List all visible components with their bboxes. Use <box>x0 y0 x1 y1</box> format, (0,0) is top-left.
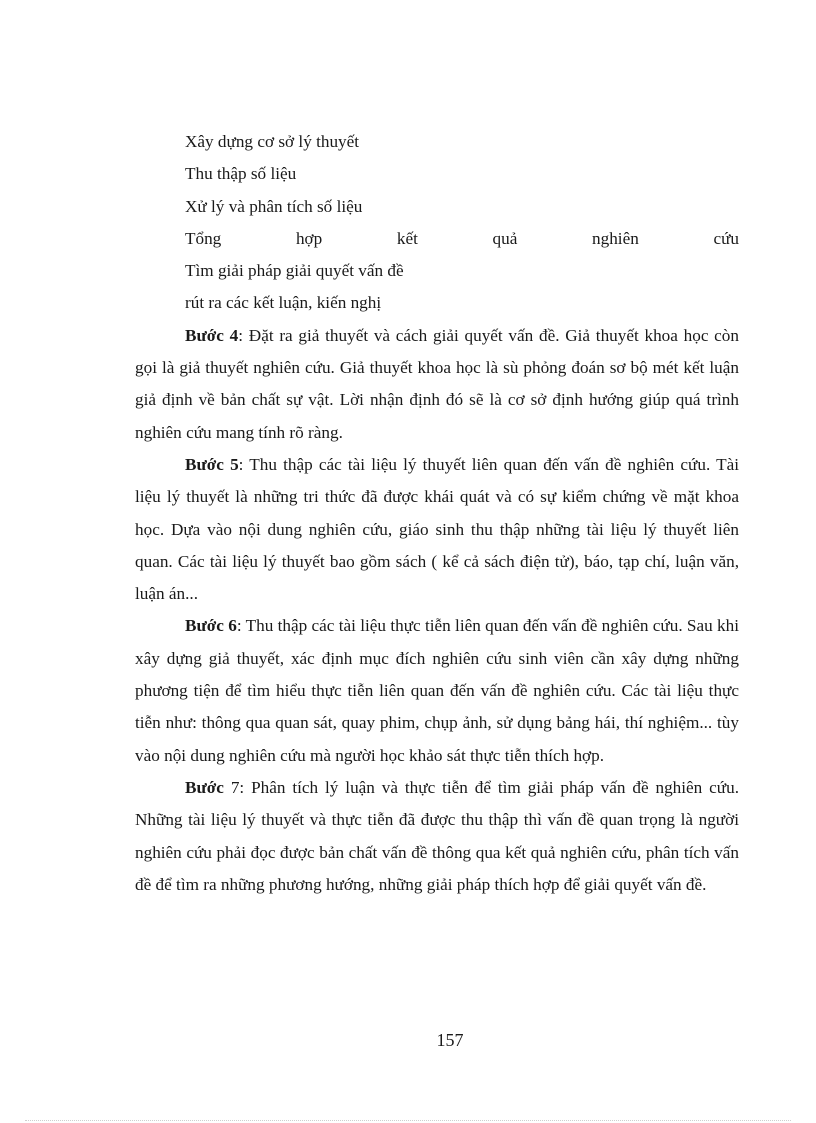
step-label: Bước 4 <box>185 325 239 345</box>
spread-word: hợp <box>295 228 323 248</box>
spread-word: Tổng <box>185 228 222 248</box>
list-item: Tìm giải pháp giải quyết vấn đề <box>185 261 404 281</box>
list-item: Thu thập số liệu <box>185 164 297 184</box>
spread-word: kết <box>396 228 418 248</box>
page-body <box>135 126 739 901</box>
spread-word: nghiên <box>592 228 639 248</box>
paragraph-step-7 <box>135 772 739 901</box>
step-label: Bước 5 <box>185 454 239 474</box>
footer-divider <box>25 1120 791 1121</box>
list-item: rút ra các kết luận, kiến nghị <box>185 293 382 313</box>
paragraph-text: 7: Phân tích lý luận và thực tiễn để tìm giải pháp vấn đề nghiên cứu. Những tài liệu lý thuyết và thực tiễn đã được thu thập thì vấn đề quan trọng là người nghiên cứu phải đọc được bản chất vấn đề thông qua kết quả nghiên cứu, phân tích vấn đề để tìm ra những phương hướng, những giải pháp thích hợp để giải quyết vấn đề. <box>135 777 739 894</box>
list-item: Xây dựng cơ sở lý thuyết <box>185 132 360 151</box>
spread-word: cứu <box>713 228 739 248</box>
paragraph-step-4 <box>135 320 739 449</box>
paragraph-text: : Thu thập các tài liệu lý thuyết liên quan đến vấn đề nghiên cứu. Tài liệu lý thuyết là những tri thức đã được khái quát và có sự kiểm chứng về mặt khoa học. Dựa vào nội dung nghiên cứu, giáo sinh thu thập những tài liệu lý thuyết liên quan. Các tài liệu lý thuyết bao gồm sách ( kể cả sách điện tử), báo, tạp chí, luận văn, luận án... <box>135 454 739 604</box>
paragraph-step-6 <box>135 610 739 771</box>
paragraph-text: : Thu thập các tài liệu thực tiễn liên quan đến vấn đề nghiên cứu. Sau khi xây dựng giả thuyết, xác định mục đích nghiên cứu sinh viên cần xây dựng những phương tiện để tìm hiểu thực tiễn liên quan đến vấn đề nghiên cứu. Các tài liệu thực tiễn như: thông qua quan sát, quay phim, chụp ảnh, sử dụng bảng hái, thí nghiệm... tùy vào nội dung nghiên cứu mà người học khảo sát thực tiễn thích hợp. <box>135 616 739 765</box>
paragraph-step-5 <box>135 449 739 610</box>
step-label: Bước <box>185 777 224 797</box>
step-label: Bước 6 <box>185 616 237 636</box>
paragraph-text: : Đặt ra giả thuyết và cách giải quyết vấn đề. Giả thuyết khoa học còn gọi là giả thuyết nghiên cứu. Giả thuyết khoa học là sù phỏng đoán sơ bộ mét kết luận giả định về bản chất sự vật. Lời nhận định đó sẽ là cơ sở định hướng giúp quá trình nghiên cứu mang tính rõ ràng. <box>135 325 739 442</box>
spread-word: quả <box>492 228 518 248</box>
steps-list <box>135 126 739 320</box>
list-item: Xử lý và phân tích số liệu <box>185 196 363 216</box>
list-item-spread <box>185 223 739 255</box>
page-number: 157 <box>436 1030 464 1050</box>
